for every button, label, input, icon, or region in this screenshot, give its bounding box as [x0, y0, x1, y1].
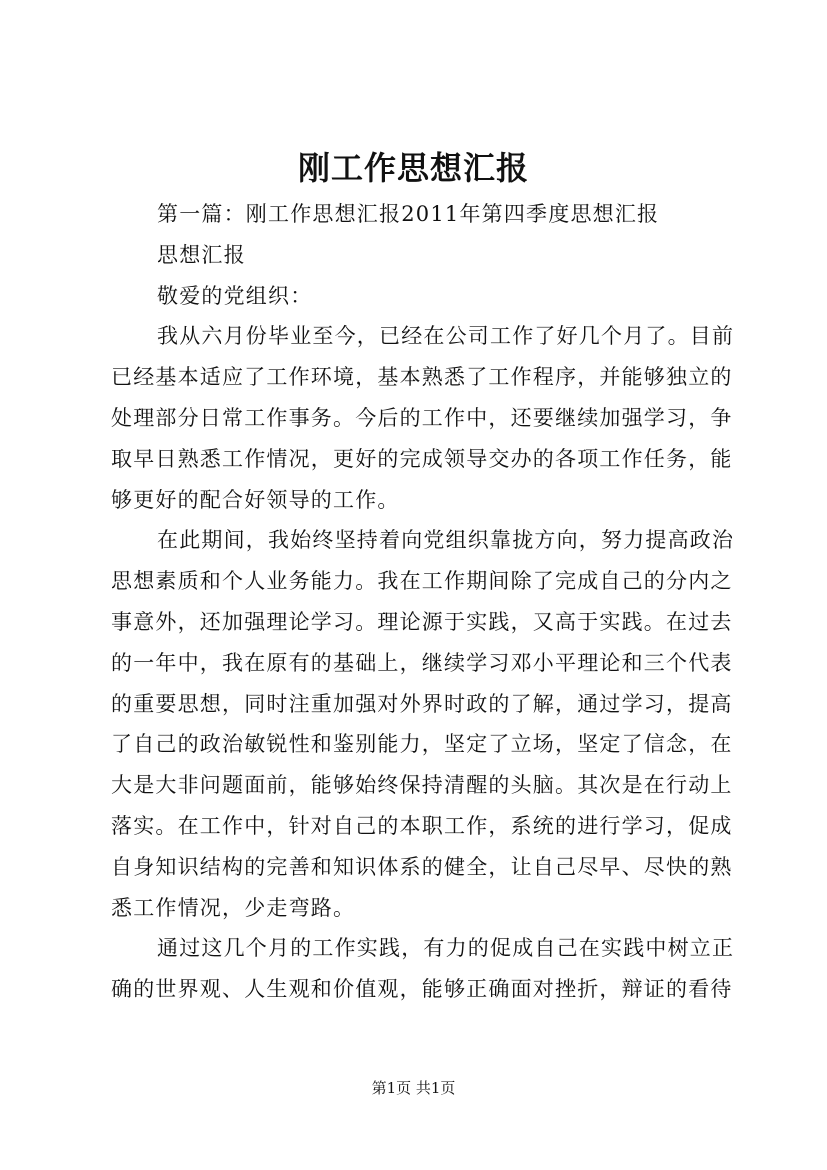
paragraph-line: 大是大非问题面前，能够始终保持清醒的头脑。其次是在行动上 [111, 773, 733, 798]
paragraph-line: 已经基本适应了工作环境，基本熟悉了工作程序，并能够独立的 [111, 365, 733, 390]
paragraph-line: 取早日熟悉工作情况，更好的完成领导交办的各项工作任务，能 [111, 446, 733, 471]
paragraph-line: 的重要思想，同时注重加强对外界时政的了解，通过学习，提高 [111, 691, 733, 716]
heading-line: 第一篇：刚工作思想汇报2011年第四季度思想汇报 [157, 202, 660, 226]
document-title: 刚工作思想汇报 [297, 149, 529, 187]
salutation-line: 敬爱的党组织： [157, 283, 313, 308]
paragraph-line: 通过这几个月的工作实践，有力的促成自己在实践中树立正 [157, 936, 735, 961]
paragraph-line: 我从六月份毕业至今，已经在公司工作了好几个月了。目前 [157, 324, 735, 349]
page-number-footer: 第1页 共1页 [371, 1079, 456, 1097]
paragraph-line: 了自己的政治敏锐性和鉴别能力，坚定了立场，坚定了信念，在 [111, 732, 733, 757]
paragraph-line: 悉工作情况，少走弯路。 [111, 895, 356, 920]
paragraph-line: 处理部分日常工作事务。今后的工作中，还要继续加强学习，争 [111, 405, 733, 430]
paragraph-line: 思想素质和个人业务能力。我在工作期间除了完成自己的分内之 [111, 569, 733, 594]
document-body [111, 194, 735, 1010]
subheading-line: 思想汇报 [157, 242, 246, 267]
paragraph-line: 够更好的配合好领导的工作。 [111, 487, 400, 512]
paragraph-line: 事意外，还加强理论学习。理论源于实践，又高于实践。在过去 [111, 609, 733, 634]
paragraph-line: 确的世界观、人生观和价值观，能够正确面对挫折，辩证的看待 [111, 977, 733, 1002]
paragraph-line: 自身知识结构的完善和知识体系的健全，让自己尽早、尽快的熟 [111, 854, 733, 879]
paragraph-line: 在此期间，我始终坚持着向党组织靠拢方向，努力提高政治 [157, 528, 735, 553]
paragraph-line: 的一年中，我在原有的基础上，继续学习邓小平理论和三个代表 [111, 650, 733, 675]
paragraph-line: 落实。在工作中，针对自己的本职工作，系统的进行学习，促成 [111, 813, 733, 838]
